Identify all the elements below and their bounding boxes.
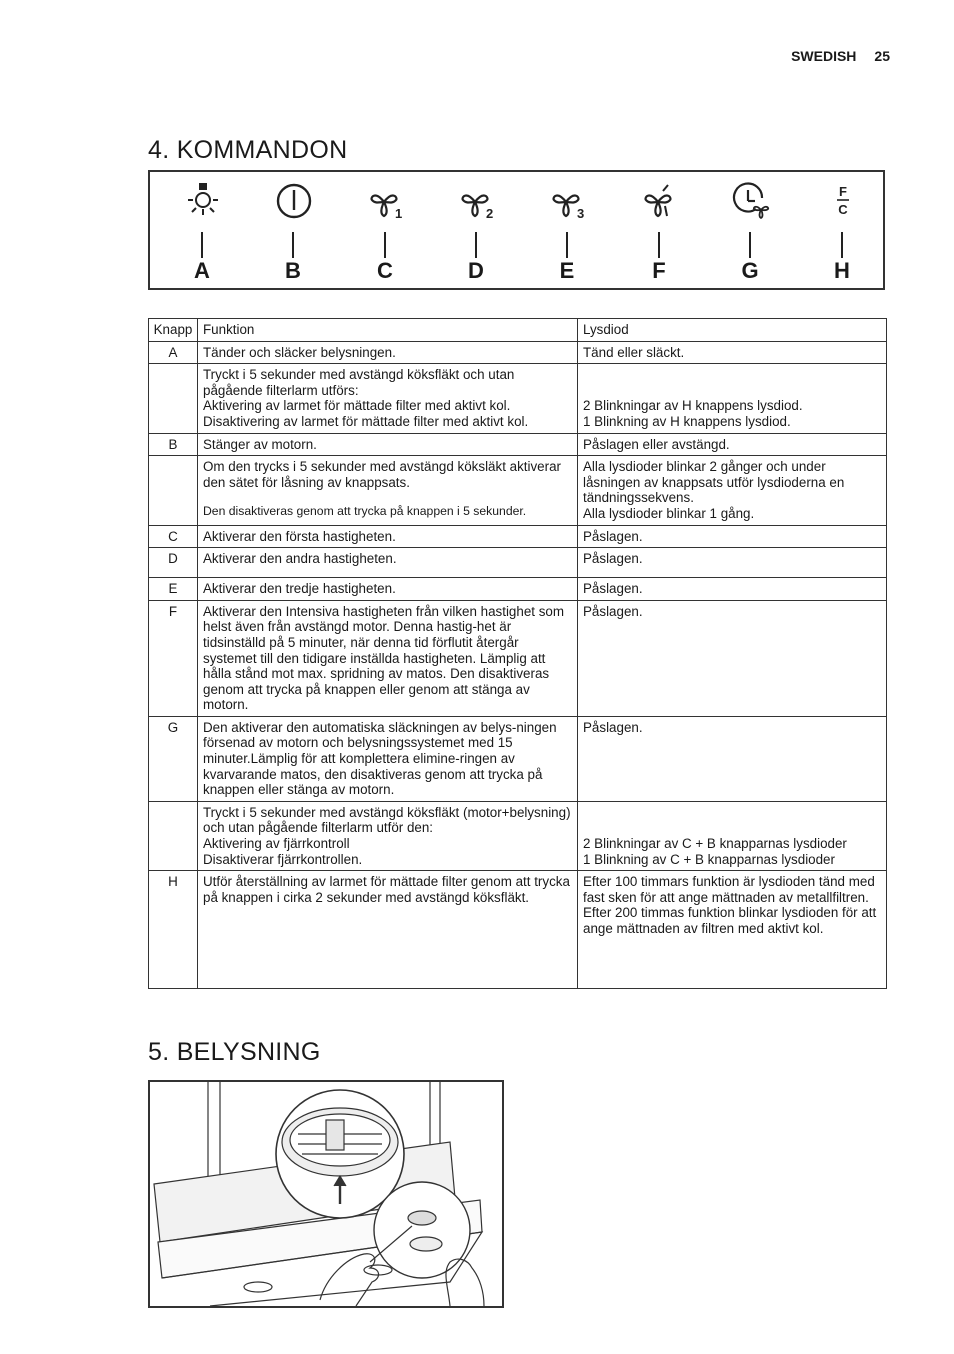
control-c — [355, 172, 415, 288]
row-funktion: Aktiverar den första hastigheten. — [198, 525, 578, 548]
row-lysdiod: Påslagen eller avstängd. — [578, 433, 887, 456]
control-letter: D — [468, 258, 484, 283]
row-knapp: H — [149, 871, 198, 989]
lamp-replacement-illustration — [148, 1080, 504, 1308]
fan-intensive-icon — [641, 182, 679, 220]
section-title-kommandon: 4. KOMMANDON — [148, 136, 348, 164]
hood-lamp-drawing — [150, 1082, 502, 1306]
row-lysdiod: 2 Blinkningar av C + B knapparnas lysdioder 1 Blinkning av C + B knapparnas lysdioder — [578, 801, 887, 870]
row-lysdiod: Påslagen. — [578, 716, 887, 801]
row-lysdiod: Påslagen. — [578, 578, 887, 601]
command-table — [148, 318, 887, 989]
control-letter: E — [559, 258, 575, 283]
row-lysdiod: 2 Blinkningar av H knappens lysdiod. 1 Blinkning av H knappens lysdiod. — [578, 364, 887, 433]
row-knapp: A — [149, 341, 198, 364]
row-lysdiod: Tänd eller släckt. — [578, 341, 887, 364]
table-row — [149, 433, 887, 456]
row-knapp — [149, 456, 198, 525]
light-bulb-icon — [184, 182, 222, 220]
table-row — [149, 578, 887, 601]
table-row — [149, 600, 887, 716]
control-e — [537, 172, 597, 288]
row-funktion: Utför återställning av larmet för mättade filter genom att trycka på knappen i cirka 2 sekunder med avstängd köksfläkt. — [198, 871, 578, 989]
row-lysdiod: Alla lysdioder blinkar 2 gånger och under låsningen av knappsats utför lysdioderna en tändningssekvens. Alla lysdioder blinkar 1 gång. — [578, 456, 887, 525]
header-funktion: Funktion — [198, 319, 578, 342]
fan-speed-2-icon — [458, 182, 496, 220]
row-knapp: C — [149, 525, 198, 548]
row-funktion: Aktiverar den Intensiva hastigheten från vilken hastighet som helst även från avstängd motor. Denna hastig-het är tidsinställd på 5 minuter, när denna tid förflutit återgår systemet till den tidigare inställda hastigheten. Lämplig att hålla stånd mot max. spridning av matos. Den disaktiveras genom att trycka på knappen eller genom att stänga av motorn. — [198, 600, 578, 716]
control-h — [812, 172, 872, 288]
power-icon — [275, 182, 313, 220]
row-funktion: Om den trycks i 5 sekunder med avstängd köksläkt aktiverar den sätet för låsning av knappsats. Den disaktiveras genom att trycka på knappen i 5 sekunder. — [198, 456, 578, 525]
control-letter: B — [285, 258, 301, 283]
row-knapp — [149, 801, 198, 870]
control-d — [446, 172, 506, 288]
table-row — [149, 871, 887, 989]
row-lysdiod: Påslagen. — [578, 525, 887, 548]
table-row — [149, 525, 887, 548]
control-letter: A — [194, 258, 210, 283]
fan-speed-3-icon — [549, 182, 587, 220]
control-letter: H — [834, 258, 850, 283]
row-lysdiod: Påslagen. — [578, 600, 887, 716]
row-knapp: D — [149, 548, 198, 578]
row-knapp: F — [149, 600, 198, 716]
table-header-row — [149, 319, 887, 342]
section-title-belysning: 5. BELYSNING — [148, 1038, 321, 1066]
row-lysdiod: Efter 100 timmars funktion är lysdioden tänd med fast sken för att ange mättnaden av metallfiltren. Efter 200 timmas funktion blinkar lysdioden för att ange mättnaden av filtren med aktivt kol. — [578, 871, 887, 989]
row-knapp: E — [149, 578, 198, 601]
row-knapp: G — [149, 716, 198, 801]
table-row — [149, 716, 887, 801]
row-lysdiod: Påslagen. — [578, 548, 887, 578]
table-row — [149, 548, 887, 578]
table-row — [149, 364, 887, 433]
row-funktion: Tänder och släcker belysningen. — [198, 341, 578, 364]
row-funktion: Stänger av motorn. — [198, 433, 578, 456]
header-lysdiod: Lysdiod — [578, 319, 887, 342]
row-funktion: Den aktiverar den automatiska släckningen av belys-ningen försenad av motorn och belysningssystemet med 15 minuter.Lämplig för att komplettera elimine-ringen av kvarvarande matos, den disaktiveras genom att trycka på knappen eller stänga av motorn. — [198, 716, 578, 801]
table-row — [149, 341, 887, 364]
svg-text:2: 2 — [486, 206, 494, 220]
row-funktion: Tryckt i 5 sekunder med avstängd köksfläkt och utan pågående filterlarm utförs: Aktivering av larmet för mättade filter med aktivt kol. Disaktivering av larmet för mättade filter med aktivt kol. — [198, 364, 578, 433]
timer-fan-icon — [732, 182, 770, 220]
row-funktion: Aktiverar den andra hastigheten. — [198, 548, 578, 578]
svg-text:1: 1 — [395, 206, 403, 220]
svg-text:3: 3 — [577, 206, 585, 220]
control-g — [720, 172, 780, 288]
page-header — [791, 48, 890, 64]
control-f — [629, 172, 689, 288]
control-a — [172, 172, 232, 288]
row-knapp: B — [149, 433, 198, 456]
row-knapp — [149, 364, 198, 433]
page-number: 25 — [874, 48, 890, 64]
filter-icon-label-bottom: C — [838, 202, 848, 217]
fan-speed-1-icon — [367, 182, 405, 220]
filter-icon-label-top: F — [839, 184, 847, 199]
control-panel-diagram — [148, 170, 885, 290]
table-row — [149, 801, 887, 870]
row-funktion: Tryckt i 5 sekunder med avstängd köksfläkt (motor+belysning) och utan pågående filterlarm utför den: Aktivering av fjärrkontroll Disaktiverar fjärrkontrollen. — [198, 801, 578, 870]
filter-reset-icon — [824, 182, 862, 220]
row-funktion: Aktiverar den tredje hastigheten. — [198, 578, 578, 601]
header-knapp: Knapp — [149, 319, 198, 342]
control-letter: G — [741, 258, 759, 283]
control-b — [263, 172, 323, 288]
control-letter: F — [652, 258, 666, 283]
control-letter: C — [377, 258, 393, 283]
language-label: SWEDISH — [791, 48, 857, 64]
table-row — [149, 456, 887, 525]
